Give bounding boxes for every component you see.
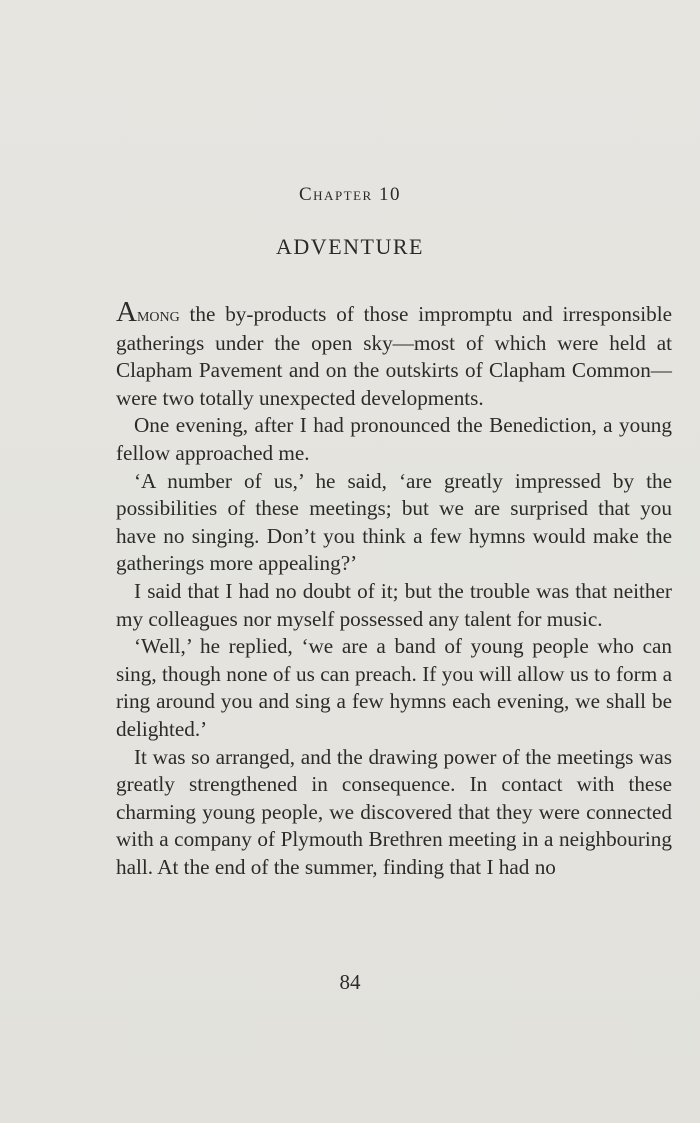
chapter-body [116,296,672,881]
chapter-number: Chapter 10 [299,184,401,205]
opening-smallcaps: mong [136,304,180,326]
page-number: 84 [339,970,361,994]
paragraph-4: I said that I had no doubt of it; but the trouble was that neither my colleagues nor myself possessed any talent for music. [116,578,672,631]
paragraph-3: ‘A number of us,’ he said, ‘are greatly impressed by the possibilities of these meetings; but we are surprised that you have no singing. Don’t you think a few hymns would make the gatherings more appealing?’ [116,468,672,576]
paragraph-1-text: the by-products of those impromptu and irresponsible gatherings under the open sky—most of which were held at Clapham Pavement and on the outskirts of Clapham Common—were two totally unexpected developments. [116,302,672,410]
paragraph-2: One evening, after I had pronounced the Benediction, a young fellow approached me. [116,413,672,465]
paragraph-1 [116,296,672,412]
chapter-title: ADVENTURE [276,234,424,259]
opening-initial: A [116,296,137,328]
paragraph-5: ‘Well,’ he replied, ‘we are a band of young people who can sing, though none of us can preach. If you will allow us to form a ring around you and sing a few hymns each evening, we shall be delighted.’ [116,634,672,741]
paragraph-6: It was so arranged, and the drawing power of the meetings was greatly strengthened in consequence. In contact with these charming young people, we discovered that they were connected with a company of Plymouth Brethren meeting in a neighbouring hall. At the end of the summer, finding that I had no [116,744,672,879]
